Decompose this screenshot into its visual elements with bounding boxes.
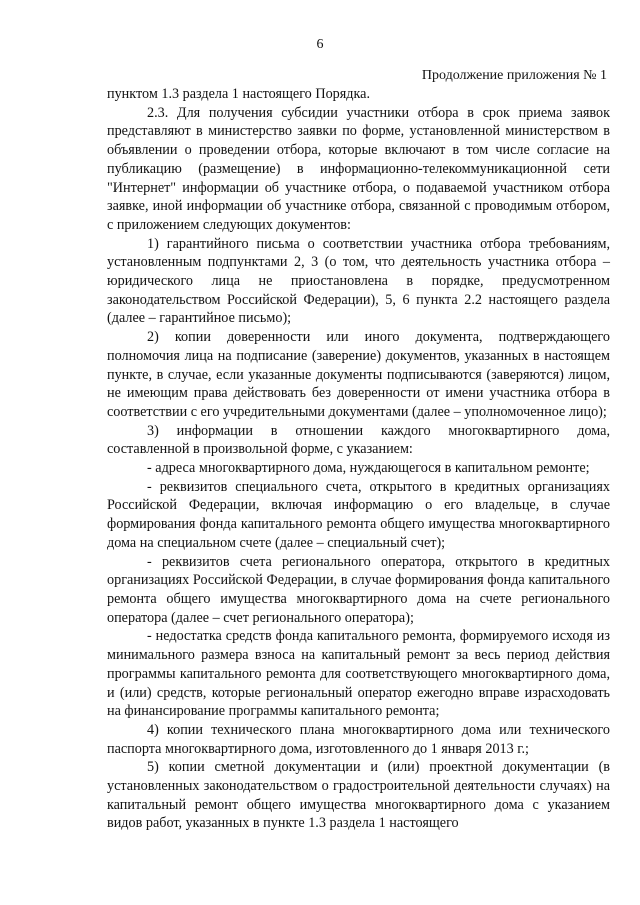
- appendix-continuation-note: Продолжение приложения № 1: [421, 68, 607, 83]
- paragraph: - адреса многоквартирного дома, нуждающегося в капитальном ремонте;: [147, 460, 590, 477]
- paragraph: пунктом 1.3 раздела 1 настоящего Порядка.: [107, 86, 371, 102]
- page-number: 6: [316, 37, 324, 52]
- document-body: [107, 85, 610, 833]
- paragraph: 4) копии технического плана многоквартирного дома или технического паспорта многоквартирного дома, изготовленного до 1 января 2013 г.;: [107, 721, 610, 757]
- paragraph: 5) копии сметной документации и (или) проектной документации (в установленных законодательством о градостроительной деятельности случаях) на капитальный ремонт общего имущества многоквартирного дома с указанием видов работ, указанных в пункте 1.3 раздела 1 настоящего: [107, 759, 610, 832]
- paragraph: - недостатка средств фонда капитального ремонта, формируемого исходя из минимального размера взноса на капитальный ремонт за весь период действия программы капитального ремонта для соответствующего многоквартирного дома, и (или) средств, которые региональный оператор ежегодно вправе израсходовать на финансирование программы капитального ремонта;: [107, 628, 610, 720]
- paragraph: 1) гарантийного письма о соответствии участника отбора требованиям, установленным подпунктами 2, 3 (о том, что деятельность участника отбора – юридического лица не приостановлена в порядке, предусмотренном законодательством Российской Федерации), 5, 6 пункта 2.2 настоящего раздела (далее – гарантийное письмо);: [107, 235, 610, 327]
- paragraph: - реквизитов специального счета, открытого в кредитных организациях Российской Федерации, включая информацию о его владельце, в случае формирования фонда капитального ремонта общего имущества многоквартирного дома на специальном счете (далее – специальный счет);: [107, 478, 610, 551]
- paragraph: - реквизитов счета регионального оператора, открытого в кредитных организациях Российской Федерации, в случае формирования фонда капитального ремонта общего имущества многоквартирного дома на счете регионального оператора (далее – счет регионального оператора);: [107, 553, 610, 626]
- paragraph: 2.3. Для получения субсидии участники отбора в срок приема заявок представляют в министерство заявки по форме, установленной министерством в объявлении о проведении отбора, которые включают в том числе согласие на публикацию (размещение) в информационно-телекоммуникационной сети "Интернет" информации об участнике отбора, о подаваемой участником отбора заявке, иной информации об участнике отбора, связанной с проводимым отбором, с приложением следующих документов:: [107, 104, 610, 233]
- paragraph: 3) информации в отношении каждого многоквартирного дома, составленной в произвольной форме, с указанием:: [107, 422, 610, 458]
- paragraph: 2) копии доверенности или иного документа, подтверждающего полномочия лица на подписание (заверение) документов, указанных в настоящем пункте, в случае, если указанные документы подписываются (заверяются) лицом, не имеющим права действовать без доверенности от имени участника отбора в соответствии с его учредительными документами (далее – уполномоченное лицо);: [107, 329, 610, 420]
